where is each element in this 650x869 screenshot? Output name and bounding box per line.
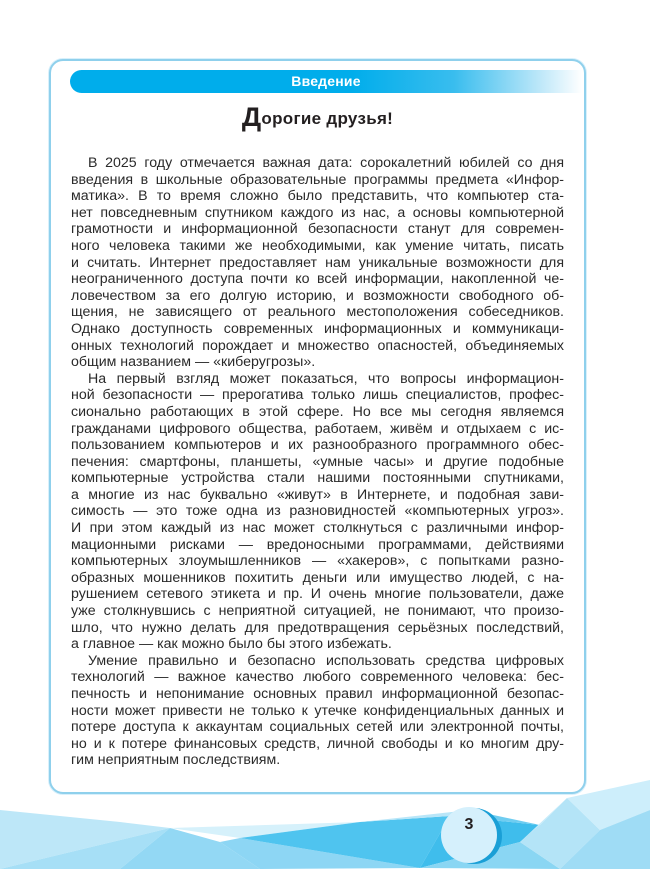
heading-drop-cap: Д [241, 102, 262, 132]
section-header-bar [70, 70, 582, 93]
text-line: сионально работающих в этой сфере. Но все мы сегодня являемся [71, 403, 564, 420]
text-line: рушением сетевого этикета и пр. И очень многие пользователи, даже [71, 586, 564, 603]
text-line: На первый взгляд может показаться, что вопросы информацион- [88, 370, 564, 387]
text-line: и считать. Интернет предоставляет нам уникальные возможности для [71, 254, 564, 271]
text-line: но и к потере финансовых средств, личной свободы и ко многим дру- [71, 735, 564, 752]
text-line: онных технологий порождает и множество опасностей, объединяемых [71, 337, 564, 354]
text-line: технологий — важное качество любого современного человека: бес- [71, 669, 564, 686]
text-line: шло, что нужно делать для предотвращения серьёзных последствий, [71, 619, 564, 636]
text-line: симость — это тоже одна из разновидностей «компьютерных угроз». [71, 503, 564, 520]
text-line: Однако доступность современных информационных и коммуникаци- [71, 320, 564, 337]
text-line: а главное — как можно было бы этого избежать. [71, 636, 392, 653]
text-line: нет повседневным спутником каждого из нас, а основы компьютерной [71, 204, 564, 221]
text-line: общим названием — «киберугрозы». [71, 354, 316, 371]
text-line: гражданами цифрового общества, работаем, живём и отдыхаем с ис- [71, 420, 564, 437]
text-line: потере доступа к аккаунтам социальных сетей или электронной почты, [71, 719, 564, 736]
paragraph-2 [71, 371, 564, 653]
text-line: гим неприятным последствиям. [71, 752, 281, 769]
paragraph-3 [71, 653, 564, 769]
page-heading [49, 104, 586, 131]
text-line: матика». В то время сложно было представить, что компьютер ста- [71, 188, 564, 205]
text-line: компьютерных злоумышленников — «хакеров», с попытками разно- [71, 553, 564, 570]
text-line: печность и непонимание основных правил информационной безопас- [71, 686, 564, 702]
text-line: печения: смартфоны, планшеты, «умные часы» и другие подобные [71, 453, 564, 470]
text-line: а многие из нас буквально «живут» в Интернете, и подобная зави- [71, 486, 564, 503]
text-line: ловечеством за его долгую историю, и возможности свободного об- [71, 287, 564, 304]
heading-text: орогие друзья! [261, 109, 394, 128]
text-line: уже столкнувшись с неприятной ситуацией, не понимают, что произо- [71, 603, 564, 620]
text-line: введения в школьные образовательные программы предмета «Инфор- [71, 171, 564, 188]
text-line: компьютерные устройства стали нашими постоянными спутниками, [71, 470, 564, 487]
text-line: пользованием компьютеров и их разнообразного программного обес- [71, 437, 564, 454]
text-line: ности может привести не только к утечке конфиденциальных данных и [71, 702, 564, 719]
text-line: грамотности и информационной безопасности станут для современ- [71, 221, 564, 238]
body-text [71, 155, 564, 769]
text-line: В 2025 году отмечается важная дата: сорокалетний юбилей со дня [88, 155, 564, 171]
section-title: Введение [291, 73, 361, 89]
text-line: ного человека такими же необходимыми, как умение читать, писать [71, 237, 564, 254]
text-line: щения, не зависящего от реального местоположения собеседников. [71, 304, 564, 321]
text-line: неограниченного доступа почти ко всей информации, накопленной че- [71, 271, 564, 288]
page-number-badge: 3 [441, 807, 497, 863]
text-line: И при этом каждый из нас может столкнуться с различными инфор- [71, 520, 564, 537]
text-line: ной безопасности — прерогатива только лишь специалистов, профес- [71, 387, 564, 404]
text-line: образных мошенников похитить деньги или имущество людей, с на- [71, 569, 564, 586]
text-line: мационными рисками — вредоносными программами, действиями [71, 536, 564, 553]
paragraph-1 [71, 155, 564, 371]
text-line: Умение правильно и безопасно использовать средства цифровых [88, 652, 564, 669]
